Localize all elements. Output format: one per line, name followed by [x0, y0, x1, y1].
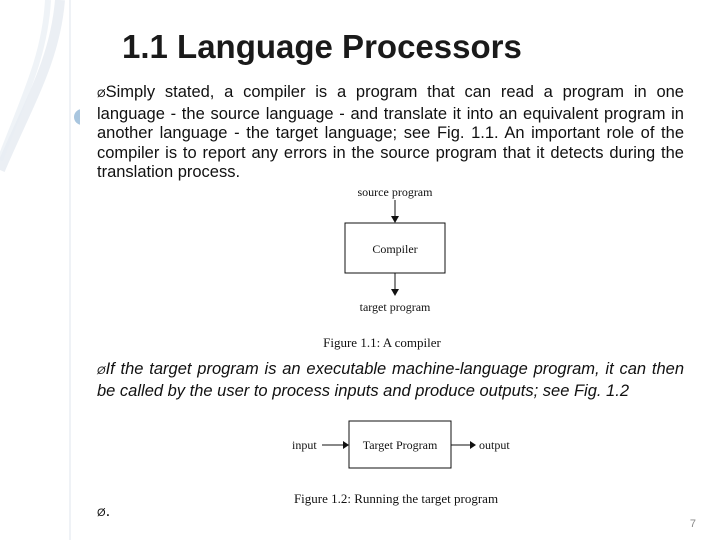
fig2-bleed-mask [355, 416, 455, 420]
fig2-input-label: input [292, 438, 317, 452]
bullet-arrow-icon: Ø [97, 88, 106, 100]
fig1-target-label: target program [359, 300, 431, 314]
page-number: 7 [689, 518, 696, 530]
fig1-arrowhead-1 [391, 216, 399, 223]
paragraph-2 [97, 360, 684, 401]
fig2-box-label: Target Program [362, 438, 438, 452]
paragraph-3 [97, 502, 684, 524]
fig1-arrowhead-2 [391, 289, 399, 296]
fig1-source-label: source program [357, 185, 433, 199]
paragraph-1 [97, 83, 684, 183]
figure-1-1 [300, 183, 460, 355]
decorative-left-bar [0, 0, 80, 540]
bullet-arrow-icon: Ø [97, 507, 106, 519]
decorative-dot-large [74, 109, 80, 125]
paragraph-3-text: . [105, 502, 111, 520]
fig1-caption: Figure 1.1: A compiler [323, 335, 441, 350]
fig2-output-arrowhead [470, 441, 476, 449]
figure-1-2 [270, 416, 540, 508]
paragraph-1-text: Simply stated, a compiler is a program that can read a program in one language - the source language - and translate it into an equivalent program in another language - the target language; see Fig. 1.1. An important role of the compiler is to report any errors in the source program that it detects during the translation process. [97, 83, 684, 181]
paragraph-2-text: If the target program is an executable machine-language program, it can then be called by the user to process inputs and produce outputs; see Fig. 1.2 [97, 360, 684, 400]
bullet-arrow-icon: Ø [97, 365, 106, 377]
fig1-compiler-label: Compiler [372, 242, 418, 256]
slide-title: 1.1 Language Processors [122, 28, 522, 65]
fig2-output-label: output [479, 438, 510, 452]
fig2-caption: Figure 1.2: Running the target program [293, 491, 499, 506]
fig2-input-arrowhead [343, 441, 349, 449]
